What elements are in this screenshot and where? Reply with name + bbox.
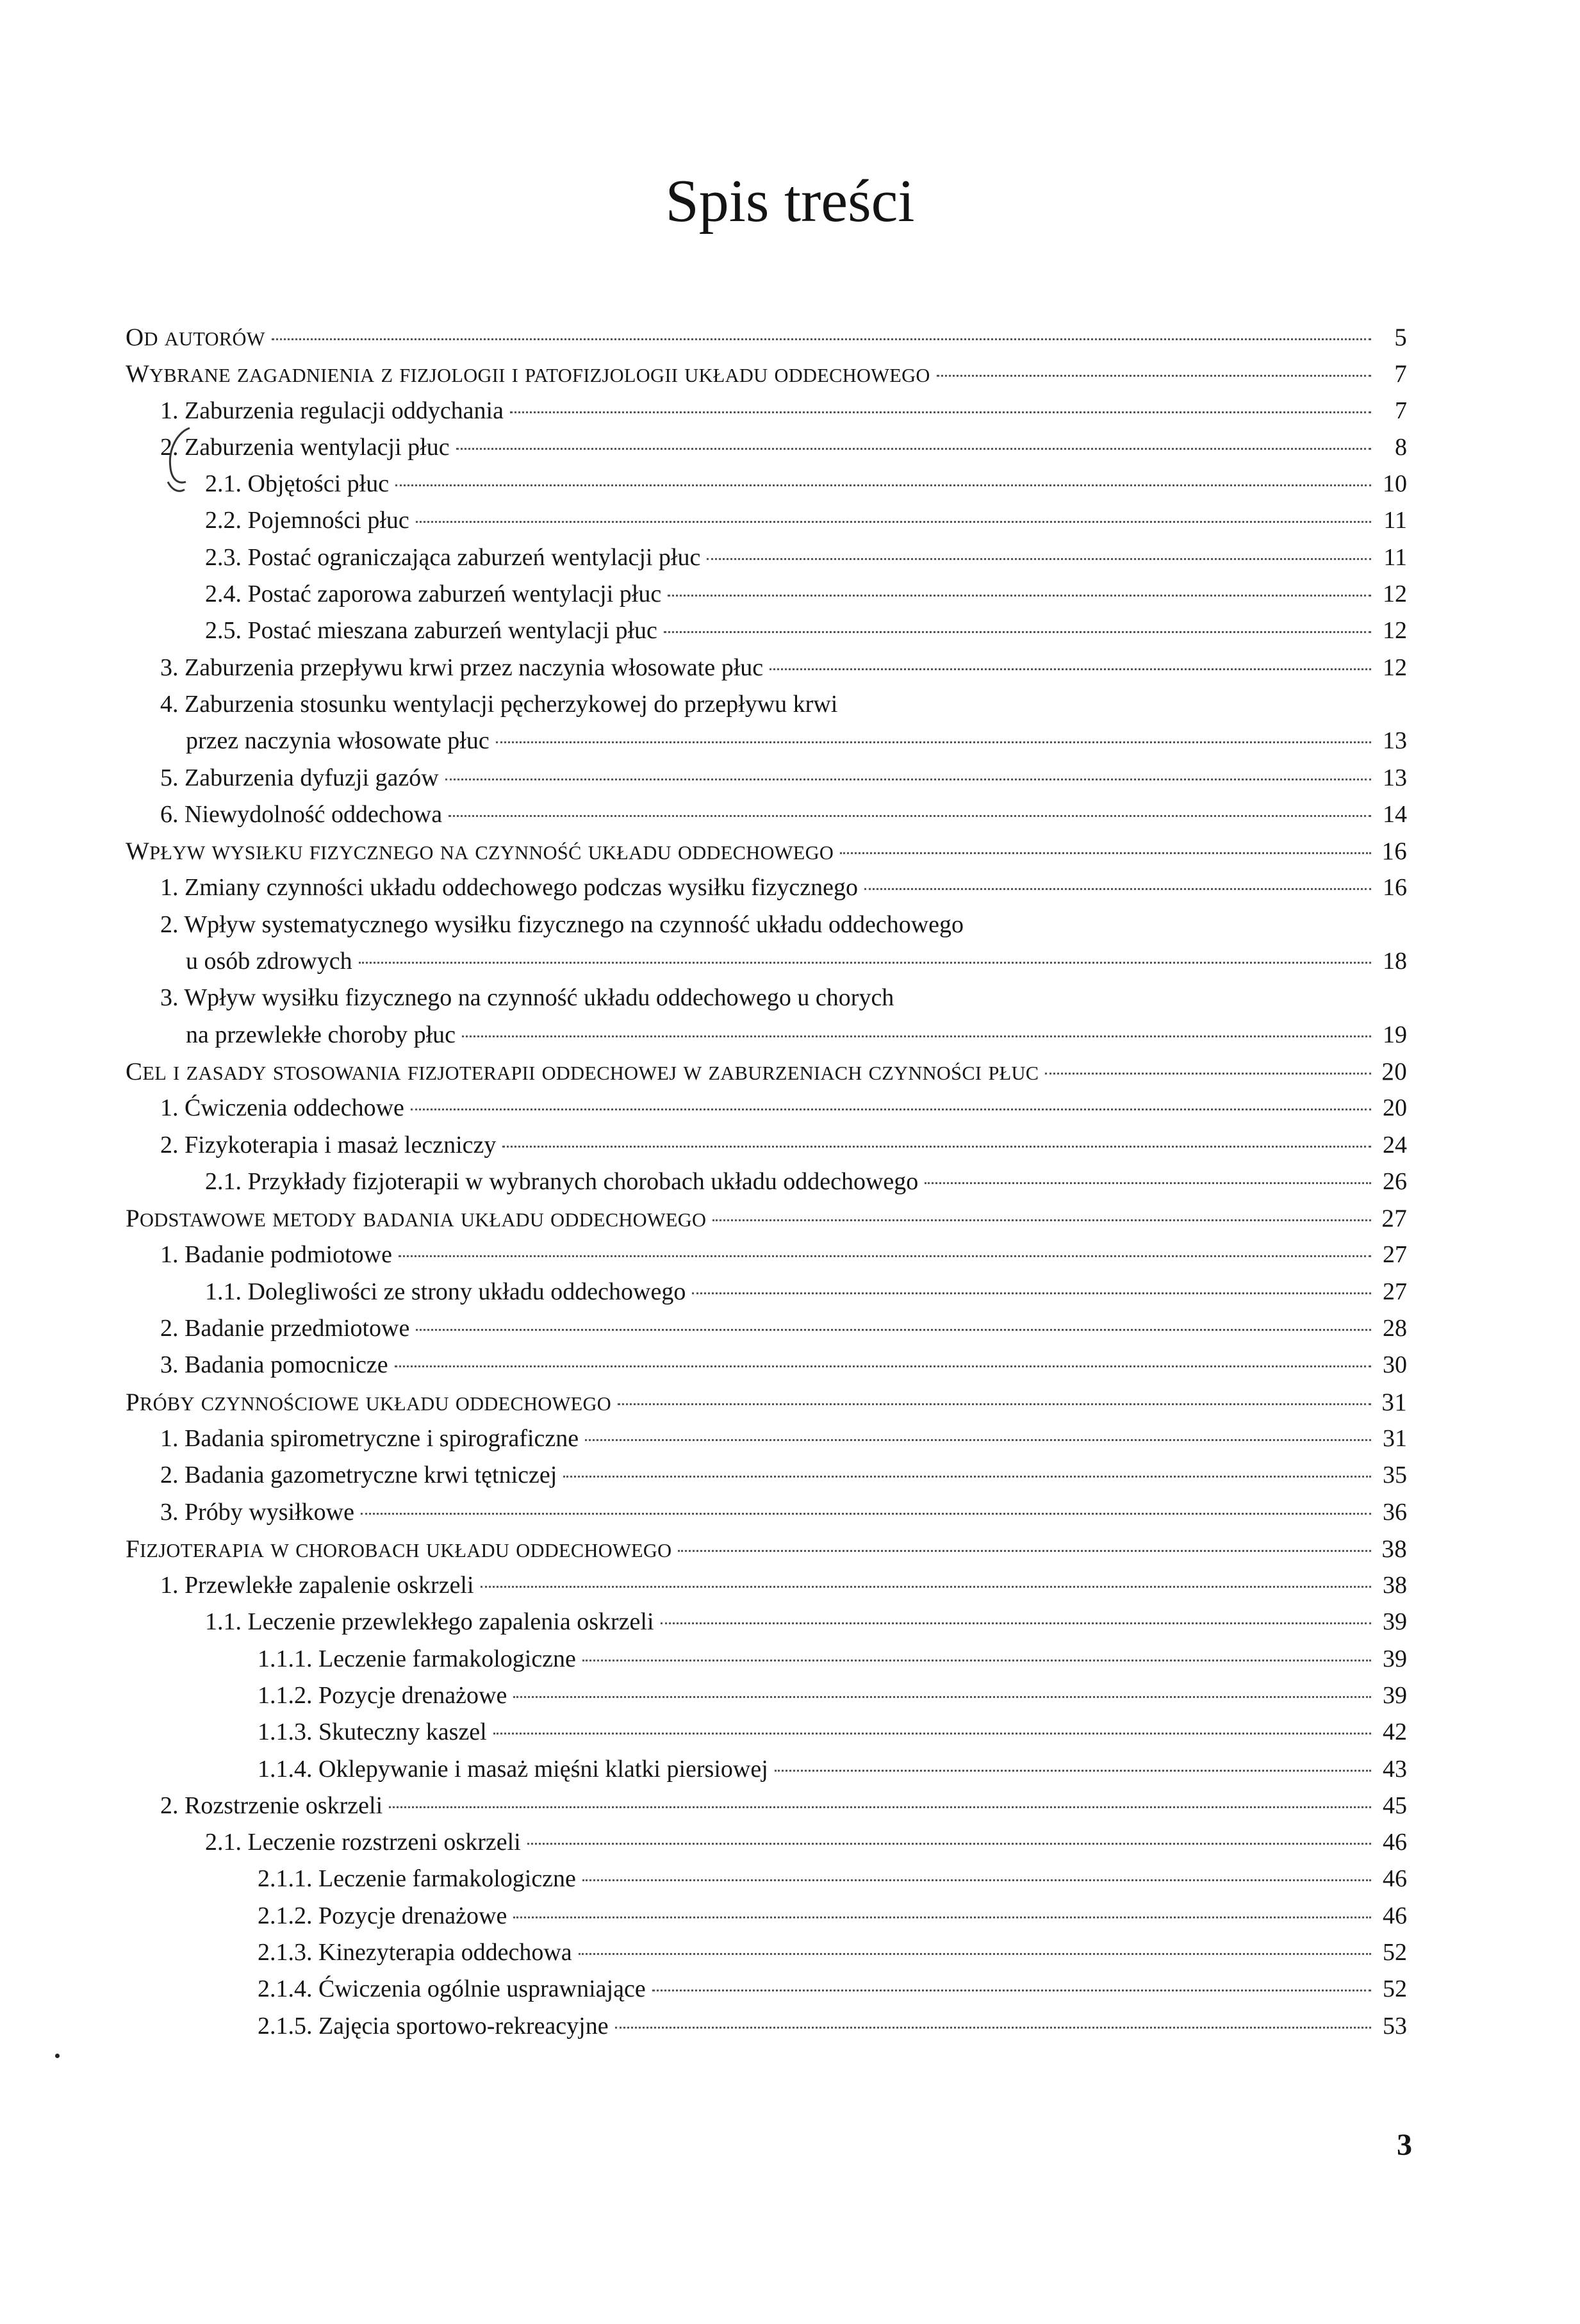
page-number: 3 — [1397, 2128, 1412, 2162]
toc-entry — [126, 650, 1407, 686]
toc-entry-page: 13 — [1383, 727, 1407, 755]
dot-leader — [618, 1403, 1371, 1405]
toc-section-entry — [126, 1200, 1407, 1237]
toc-entry-page: 12 — [1383, 581, 1407, 608]
toc-entry-label: 1.1. Leczenie przewlekłego zapalenia oskrzeli — [205, 1608, 654, 1636]
toc-entry — [126, 907, 1407, 943]
toc-entry-label: 6. Niewydolność oddechowa — [160, 800, 443, 828]
toc-section-entry — [126, 319, 1407, 356]
dot-leader — [513, 1696, 1371, 1698]
toc-entry-page: 14 — [1383, 800, 1407, 828]
toc-entry — [126, 980, 1407, 1016]
dot-leader — [712, 1219, 1371, 1221]
toc-entry-page: 7 — [1394, 360, 1407, 388]
toc-entry-page: 36 — [1383, 1498, 1407, 1526]
toc-entry-label: 2.3. Postać ograniczająca zaburzeń wentylacji płuc — [205, 543, 701, 571]
dot-leader — [502, 1146, 1371, 1148]
toc-entry-label: 1. Zmiany czynności układu oddechowego podczas wysiłku fizycznego — [160, 874, 859, 902]
dot-leader — [582, 1660, 1371, 1661]
dot-leader — [510, 411, 1371, 413]
toc-entry — [126, 393, 1407, 429]
toc-entry-page: 31 — [1383, 1424, 1407, 1452]
toc-entry — [126, 1788, 1407, 1824]
toc-entry — [126, 1017, 1407, 1053]
toc-entry-page: 42 — [1383, 1718, 1407, 1746]
dot-leader — [840, 852, 1371, 854]
toc-entry-page: 19 — [1383, 1021, 1407, 1048]
toc-entry-page: 11 — [1383, 543, 1407, 571]
dot-leader — [416, 521, 1371, 523]
toc-entry-label: 1. Przewlekłe zapalenie oskrzeli — [160, 1572, 474, 1599]
toc-entry-page: 38 — [1383, 1572, 1407, 1599]
toc-entry-label: 2.2. Pojemności płuc — [205, 507, 409, 534]
toc-entry-label: 2.1. Leczenie rozstrzeni oskrzeli — [205, 1829, 521, 1856]
dot-leader — [661, 1622, 1371, 1624]
dot-leader — [775, 1770, 1371, 1772]
toc-section-entry — [126, 1053, 1407, 1090]
dot-leader — [493, 1733, 1371, 1735]
dot-leader — [445, 779, 1371, 780]
toc-entry-page: 46 — [1383, 1902, 1407, 1929]
toc-entry — [126, 1494, 1407, 1531]
toc-entry-page: 28 — [1383, 1315, 1407, 1342]
toc-entry-page: 52 — [1383, 1939, 1407, 1966]
toc-entry — [126, 1641, 1407, 1677]
toc-entry — [126, 429, 1407, 466]
toc-entry — [126, 1421, 1407, 1457]
toc-entry-page: 10 — [1383, 470, 1407, 498]
toc-entry-page: 11 — [1383, 507, 1407, 534]
toc-entry-page: 31 — [1381, 1388, 1407, 1416]
toc-entry-label: 3. Badania pomocnicze — [160, 1351, 388, 1379]
dot-leader — [692, 1292, 1371, 1294]
toc-entry-page: 20 — [1383, 1094, 1407, 1122]
toc-entry-page: 26 — [1383, 1167, 1407, 1195]
toc-entry-page: 39 — [1383, 1645, 1407, 1672]
toc-entry-page: 52 — [1383, 1975, 1407, 2003]
toc-entry-page: 39 — [1383, 1608, 1407, 1636]
toc-entry-label: 1.1.1. Leczenie farmakologiczne — [258, 1645, 576, 1672]
toc-entry-page: 27 — [1383, 1278, 1407, 1305]
dot-leader — [707, 558, 1371, 560]
dot-leader — [668, 595, 1371, 597]
toc-entry — [126, 1898, 1407, 1934]
toc-entry-page: 16 — [1381, 837, 1407, 866]
toc-entry — [126, 686, 1407, 723]
toc-entry-page: 5 — [1394, 324, 1407, 351]
dot-leader — [462, 1035, 1371, 1037]
toc-entry-label: 2.1.5. Zajęcia sportowo-rekreacyjne — [258, 2012, 609, 2040]
dot-leader — [937, 375, 1371, 377]
toc-entry-page: 27 — [1381, 1205, 1407, 1233]
toc-entry-label: PRÓBY CZYNNOŚCIOWE UKŁADU ODDECHOWEGO — [126, 1388, 612, 1416]
dot-leader — [416, 1329, 1371, 1331]
dot-leader — [582, 1879, 1371, 1881]
toc-entry — [126, 1274, 1407, 1310]
dot-leader — [399, 1255, 1371, 1257]
toc-entry-label: 2.1. Przykłady fizjoterapii w wybranych chorobach układu oddechowego — [205, 1167, 919, 1195]
toc-entry-label: na przewlekłe choroby płuc — [186, 1021, 456, 1048]
toc-entry — [126, 869, 1407, 906]
dot-leader — [361, 1513, 1371, 1515]
toc-entry-label: 1. Zaburzenia regulacji oddychania — [160, 397, 504, 424]
toc-entry-label: 1. Badania spirometryczne i spirograficzne — [160, 1424, 579, 1452]
toc-entry — [126, 1934, 1407, 1971]
toc-entry — [126, 2008, 1407, 2045]
toc-section-entry — [126, 356, 1407, 392]
dot-leader — [585, 1439, 1371, 1441]
dot-leader — [513, 1916, 1371, 1918]
toc-entry-label: 2. Zaburzenia wentylacji płuc — [160, 433, 450, 461]
toc-entry-page: 38 — [1381, 1535, 1407, 1563]
toc-entry — [126, 1971, 1407, 2007]
toc-entry-label: 3. Zaburzenia przepływu krwi przez naczynia włosowate płuc — [160, 654, 764, 681]
toc-entry-label: 2. Badania gazometryczne krwi tętniczej — [160, 1462, 557, 1489]
toc-entry-label: 1.1.3. Skuteczny kaszel — [258, 1718, 487, 1746]
toc-entry — [126, 1604, 1407, 1640]
dot-leader — [925, 1182, 1371, 1184]
toc-entry — [126, 1090, 1407, 1126]
toc-entry — [126, 1824, 1407, 1861]
toc-entry — [126, 502, 1407, 539]
toc-entry-page: 35 — [1383, 1462, 1407, 1489]
toc-entry — [126, 613, 1407, 649]
toc-entry — [126, 466, 1407, 502]
scan-speck — [55, 2054, 60, 2058]
toc-entry — [126, 1567, 1407, 1604]
dot-leader — [272, 338, 1371, 340]
toc-entry-page: 16 — [1383, 874, 1407, 902]
toc-entry — [126, 576, 1407, 613]
toc-entry — [126, 1751, 1407, 1788]
dot-leader — [389, 1806, 1371, 1808]
toc-entry-label: CEL I ZASADY STOSOWANIA FIZJOTERAPII ODDECHOWEJ W ZABURZENIACH CZYNNOŚCI PŁUC — [126, 1057, 1039, 1085]
dot-leader — [615, 2027, 1371, 2029]
dot-leader — [456, 448, 1371, 450]
toc-entry-label: 4. Zaburzenia stosunku wentylacji pęcherzykowej do przepływu krwi — [160, 690, 838, 718]
toc-entry-label: 2. Badanie przedmiotowe — [160, 1315, 410, 1342]
dot-leader — [411, 1108, 1371, 1110]
toc-entry-label: 2. Rozstrzenie oskrzeli — [160, 1792, 383, 1819]
toc-section-entry — [126, 1384, 1407, 1421]
toc-entry-page: 12 — [1383, 654, 1407, 681]
dot-leader — [579, 1953, 1371, 1955]
toc-entry-label: 1. Ćwiczenia oddechowe — [160, 1094, 404, 1122]
toc-entry — [126, 1127, 1407, 1164]
toc-entry-label: WYBRANE ZAGADNIENIA Z FIZJOLOGII I PATOFIZJOLOGII UKŁADU ODDECHOWEGO — [126, 360, 930, 388]
toc-entry-label: 2. Fizykoterapia i masaż leczniczy — [160, 1131, 497, 1158]
toc-section-entry — [126, 833, 1407, 869]
dot-leader — [769, 668, 1371, 670]
toc-entry-page: 27 — [1383, 1241, 1407, 1269]
toc-entry — [126, 1347, 1407, 1383]
toc-entry-label: u osób zdrowych — [186, 948, 352, 975]
dot-leader — [864, 888, 1371, 890]
toc-entry — [126, 1714, 1407, 1751]
toc-entry-page: 43 — [1383, 1755, 1407, 1783]
toc-entry-label: 2.1. Objętości płuc — [205, 470, 390, 498]
toc-entry — [126, 540, 1407, 576]
toc-entry-label: OD AUTORÓW — [126, 324, 265, 351]
dot-leader — [448, 815, 1371, 817]
toc-entry-page: 45 — [1383, 1792, 1407, 1819]
dot-leader — [359, 962, 1371, 964]
toc-entry-label: 1. Badanie podmiotowe — [160, 1241, 392, 1269]
toc-entry-label: 2.5. Postać mieszana zaburzeń wentylacji płuc — [205, 617, 657, 645]
toc-entry-page: 12 — [1383, 617, 1407, 645]
dot-leader — [652, 1990, 1371, 1991]
toc-entry-page: 46 — [1383, 1829, 1407, 1856]
toc-entry-page: 7 — [1395, 397, 1407, 424]
toc-entry-page: 39 — [1383, 1681, 1407, 1709]
toc-entry — [126, 760, 1407, 796]
toc-entry-label: 2.1.1. Leczenie farmakologiczne — [258, 1865, 576, 1893]
toc-entry — [126, 796, 1407, 833]
toc-entry-page: 24 — [1383, 1131, 1407, 1158]
toc-entry-label: 2.4. Postać zaporowa zaburzeń wentylacji płuc — [205, 581, 662, 608]
dot-leader — [678, 1550, 1371, 1552]
dot-leader — [481, 1586, 1371, 1588]
toc-entry-page: 13 — [1383, 764, 1407, 791]
toc-entry — [126, 1237, 1407, 1273]
dot-leader — [664, 631, 1371, 633]
toc-entry-page: 46 — [1383, 1865, 1407, 1893]
dot-leader — [1045, 1073, 1371, 1075]
dot-leader — [527, 1843, 1371, 1845]
toc-entry-label: 3. Próby wysiłkowe — [160, 1498, 354, 1526]
toc-entry — [126, 1310, 1407, 1347]
page-title: Spis treści — [665, 167, 915, 235]
toc-entry — [126, 723, 1407, 759]
toc-entry-page: 30 — [1383, 1351, 1407, 1379]
toc-entry-label: 5. Zaburzenia dyfuzji gazów — [160, 764, 439, 791]
toc-entry — [126, 1164, 1407, 1200]
toc-entry-label: 2.1.3. Kinezyterapia oddechowa — [258, 1939, 572, 1966]
toc-entry-label: przez naczynia włosowate płuc — [186, 727, 490, 755]
table-of-contents — [126, 319, 1407, 2045]
toc-entry-label: 2.1.4. Ćwiczenia ogólnie usprawniające — [258, 1975, 646, 2003]
toc-entry-label: 1.1.4. Oklepywanie i masaż mięśni klatki piersiowej — [258, 1755, 768, 1783]
dot-leader — [395, 484, 1371, 486]
toc-entry-page: 18 — [1383, 948, 1407, 975]
dot-leader — [496, 741, 1371, 743]
toc-entry-label: 2.1.2. Pozycje drenażowe — [258, 1902, 507, 1929]
toc-entry-page: 20 — [1381, 1057, 1407, 1085]
toc-entry-label: 1.1.2. Pozycje drenażowe — [258, 1681, 507, 1709]
toc-entry-page: 8 — [1395, 433, 1407, 461]
dot-leader — [395, 1365, 1371, 1367]
toc-entry — [126, 943, 1407, 980]
handwritten-mark-icon — [159, 423, 204, 500]
toc-entry-label: 1.1. Dolegliwości ze strony układu oddechowego — [205, 1278, 686, 1305]
toc-entry-label: WPŁYW WYSIŁKU FIZYCZNEGO NA CZYNNOŚĆ UKŁADU ODDECHOWEGO — [126, 837, 834, 866]
toc-entry-label: 3. Wpływ wysiłku fizycznego na czynność układu oddechowego u chorych — [160, 984, 894, 1012]
dot-leader — [563, 1476, 1371, 1478]
toc-entry — [126, 1861, 1407, 1897]
toc-entry-label: 2. Wpływ systematycznego wysiłku fizycznego na czynność układu oddechowego — [160, 911, 964, 938]
toc-entry-label: FIZJOTERAPIA W CHOROBACH UKŁADU ODDECHOWEGO — [126, 1535, 672, 1563]
toc-entry — [126, 1677, 1407, 1714]
toc-entry-page: 53 — [1383, 2012, 1407, 2040]
toc-entry-label: PODSTAWOWE METODY BADANIA UKŁADU ODDECHOWEGO — [126, 1205, 707, 1233]
toc-section-entry — [126, 1531, 1407, 1567]
toc-entry — [126, 1457, 1407, 1494]
